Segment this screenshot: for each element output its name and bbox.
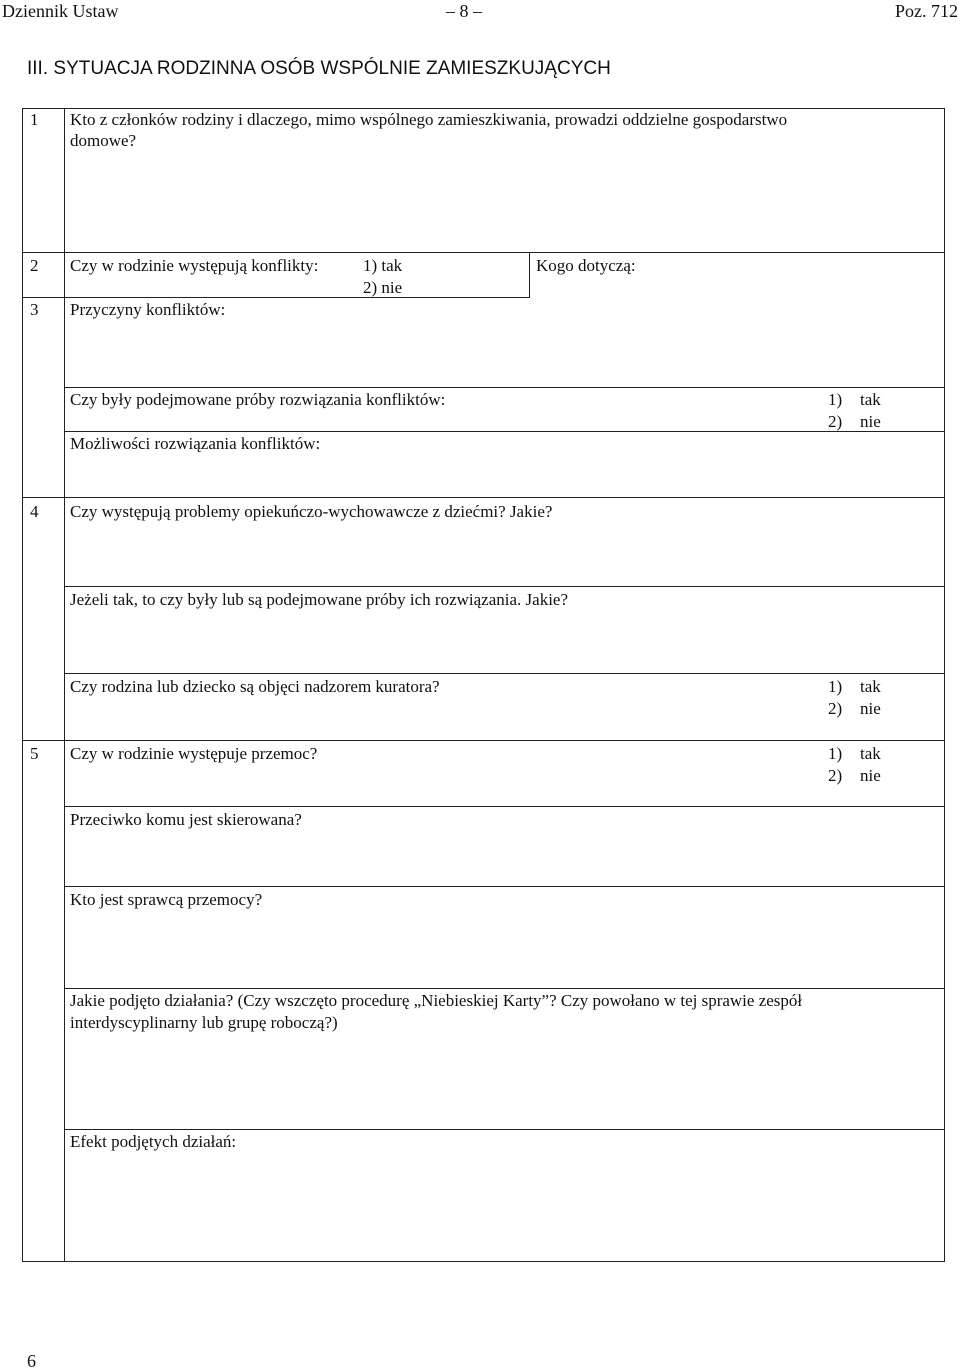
row-divider-4-5 [22,740,945,741]
row-number-3: 3 [30,300,39,319]
who-column-divider [529,252,530,297]
option-conflicts-yes[interactable]: 1) tak [363,256,403,275]
question-violence-target: Przeciwko komu jest skierowana? [70,810,302,829]
question-actions-taken-cont: interdyscyplinarny lub grupę roboczą?) [70,1013,338,1032]
divider-attempts-4 [64,586,945,587]
answer-field-1[interactable] [70,160,930,246]
option-violence-no-num: 2) [828,766,843,785]
option-violence-yes[interactable]: tak [860,744,881,763]
option-violence-no[interactable]: nie [860,766,881,785]
position-number: Poz. 712 [895,1,958,21]
divider-actions [64,988,945,989]
option-conflicts-no[interactable]: 2) nie [363,278,403,297]
option-curator-yes[interactable]: tak [860,677,881,696]
option-attempts-yes[interactable]: tak [860,390,881,409]
label-who-affected: Kogo dotyczą: [536,256,636,275]
question-conflict-attempts: Czy były podejmowane próby rozwiązania konfliktów: [70,390,446,409]
divider-curator [64,673,945,674]
label-conflict-possibilities: Możliwości rozwiązania konfliktów: [70,434,321,453]
row-number-2: 2 [30,256,39,275]
divider-against [64,806,945,807]
option-curator-no[interactable]: nie [860,699,881,718]
row-divider-3-4 [22,497,945,498]
row-number-5: 5 [30,744,39,763]
option-violence-yes-num: 1) [828,744,843,763]
label-conflict-causes: Przyczyny konfliktów: [70,300,226,319]
page-marker: – 8 – [446,1,482,21]
label-action-effects: Efekt podjętych działań: [70,1132,237,1151]
divider-perpetrator [64,886,945,887]
question-separate-household: Kto z członków rodziny i dlaczego, mimo wspólnego zamieszkiwania, prowadzi oddzielne gospodarstwo [70,110,788,129]
question-curator: Czy rodzina lub dziecko są objęci nadzorem kuratora? [70,677,440,696]
divider-possibilities [64,431,945,432]
option-attempts-yes-num: 1) [828,390,843,409]
question-separate-household-cont: domowe? [70,131,137,150]
question-childcare-problems: Czy występują problemy opiekuńczo-wychowawcze z dziećmi? Jakie? [70,502,553,521]
option-curator-yes-num: 1) [828,677,843,696]
row-divider-1-2 [22,252,945,253]
number-column-divider [64,108,65,1262]
page-number: 6 [27,1351,36,1371]
option-attempts-no[interactable]: nie [860,412,881,431]
divider-effects [64,1129,945,1130]
question-conflicts: Czy w rodzinie występują konflikty: [70,256,319,275]
journal-name: Dziennik Ustaw [2,1,119,21]
question-actions-taken: Jakie podjęto działania? (Czy wszczęto procedurę „Niebieskiej Karty”? Czy powołano w tej sprawie zespół [70,991,803,1010]
row-number-1: 1 [30,110,39,129]
row-divider-2-3 [22,297,530,298]
question-violence: Czy w rodzinie występuje przemoc? [70,744,318,763]
question-childcare-attempts: Jeżeli tak, to czy były lub są podejmowane próby ich rozwiązania. Jakie? [70,590,569,609]
option-curator-no-num: 2) [828,699,843,718]
question-violence-perpetrator: Kto jest sprawcą przemocy? [70,890,263,909]
row-number-4: 4 [30,502,39,521]
divider-attempts [64,387,945,388]
option-attempts-no-num: 2) [828,412,843,431]
section-title: III. SYTUACJA RODZINNA OSÓB WSPÓLNIE ZAMIESZKUJĄCYCH [27,58,611,79]
